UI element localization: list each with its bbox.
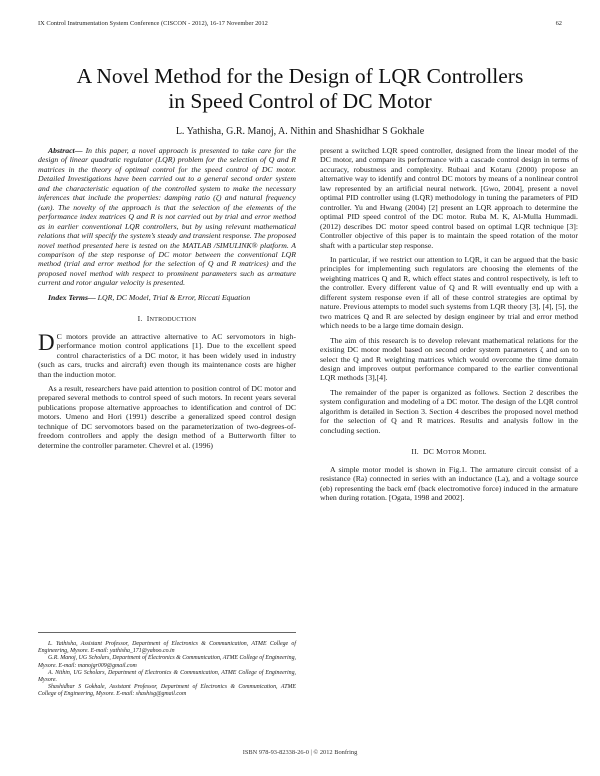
page-footer: ISBN 978-93-82338-26-0 | © 2012 Bonfring xyxy=(242,749,358,756)
body-paragraph-4: The remainder of the paper is organized as follows. Section 2 describes the system configuration and modeling of a DC motor. The design of the LQR control algorithm is detailed in Section 3. Section 4 describes the proposed novel method for the selection of Q and R matrices. Results and analysis follow in the concluding section. xyxy=(320,387,578,435)
section-title-part: M xyxy=(462,447,470,457)
abstract-label: Abstract— xyxy=(48,146,83,155)
paper-title xyxy=(40,64,560,114)
section-title-part: OTOR xyxy=(443,449,463,457)
abstract xyxy=(38,146,296,288)
index-terms-text: LQR, DC Model, Trial & Error, Riccati Equation xyxy=(95,292,251,302)
section-numeral: II. xyxy=(411,447,419,457)
abstract-text: In this paper, a novel approach is presented to take care for the design of linear quadratic regulator (LQR) problem for the selection of Q and R matrices in the theory of optimal control for the speed control of DC motor. Detailed Investigations have been carried out to a general second order system and the characteristic equation of the controlled system to make the necessary inferences that include the properties: damping ratio (ζ) and natural frequency (ωn). The novelty of the approach is that the selection of the elements of the performance index matrices Q and R is not carried out by trial and error method as in earlier conventional LQR controllers, but by using relevant mathematical relations that will specify the system’s steady and transient response. The proposed novel method presented here is tested on the MATLAB /SIMULINK® platform. A comparison of the step response of DC motor between the conventional LQR method (trial and error method for the selection of Q and R matrices) and the proposed novel method with respect to prominent parameters such as armature current and rotor angular velocity is presented. xyxy=(38,146,296,288)
body-paragraph-3: The aim of this research is to develop relevant mathematical relations for the existing DC motor model based on second order system parameters ζ and ωn to select the Q and R weighting matrices which would overcome the time domain design and improves output performance compared to the earlier conventional LQR methods [3],[4]. xyxy=(320,335,578,383)
footnote: G.R. Manoj, UG Scholars, Department of Electronics & Communication, ATME College of Engineering, Mysore. E-mail: manojgr009@gmail.com xyxy=(38,655,296,669)
index-terms xyxy=(38,293,296,302)
left-column xyxy=(38,146,296,455)
index-terms-label: Index Terms— xyxy=(48,292,96,302)
section-title-rest: NTRODUCTION xyxy=(149,316,197,324)
authors: L. Yathisha, G.R. Manoj, A. Nithin and Shashidhar S Gokhale xyxy=(175,126,425,137)
right-column xyxy=(320,146,578,507)
section-title-initial: I xyxy=(146,314,150,324)
footnote: A. Nithin, UG Scholars, Department of Electronics & Communication, ATME College of Engineering, Mysore. xyxy=(38,669,296,684)
body-paragraph-1: present a switched LQR speed controller, designed from the linear model of the DC motor, and compare its performance with a cascade control design in terms of accuracy, robustness and complexity. Rubaai and Kotaru (2000) propose an alternative way to identify and control DC motors by means of a nonlinear control law represented by an artificial neural network. [Gwo, 2004], present a novel optimal PID controller using (LQR) methodology in tuning the parameters of PID controller. Yu and Hwang (2004) [2] present an LQR approach to determine the optimal PID speed control of the DC motor. Ruba M. K, Al-Mulla Hummadi. (2012) describes DC motor speed control based on optimal LQR technique [3]: Controller objective of this paper is to maintain the speed rotation of the motor shaft with a particular step response. xyxy=(320,146,578,250)
intro-paragraph-2: As a result, researchers have paid attention to position control of DC motor and prepared several methods to control speed of such motors. In recent years several publications propose alternative approaches to identification and control of DC motors. Umeno and Hori (1991) describe a generalized speed control design technique of DC servomotors based on the parameterization of two-degrees-of-freedom controllers and apply the design method of a Butterworth filter to determine the controller parameter. Chevrel et al. (1996) xyxy=(38,383,296,450)
section-heading-dc-motor-model xyxy=(320,447,578,457)
section-title-part: ODEL xyxy=(469,449,487,457)
body-paragraph-5: A simple motor model is shown in Fig.1. The armature circuit consist of a resistance (Ra) connected in series with an inductance (La), and a voltage source (eb) representing the back emf (back electromotive force) induced in the armature when during rotation. [Ogata, 1998 and 2002]. xyxy=(320,464,578,502)
footnote: L. Yathisha, Assistant Professor, Department of Electronics & Communication, ATME College of Engineering, Mysore. E-mail: yathisha_171@yahoo.co.in xyxy=(38,641,296,655)
conference-name: IX Control Instrumentation System Conference (CISCON - 2012), 16-17 November 2012 xyxy=(38,20,268,27)
section-heading-introduction xyxy=(38,314,296,324)
paper-title-line-2: in Speed Control of DC Motor xyxy=(168,89,432,113)
author-footnotes xyxy=(38,632,296,699)
section-title-part: DC M xyxy=(423,447,444,457)
page-number: 62 xyxy=(555,20,562,27)
paper-title-line-1: A Novel Method for the Design of LQR Controllers xyxy=(76,64,524,88)
footnote: Shashidhar S Gokhale, Assistant Professor, Department of Electronics & Communication, ATME College of Engineering, Mysore. E-mail: shashisg@gmail.com xyxy=(38,684,296,698)
body-paragraph-2: In particular, if we restrict our attention to LQR, it can be argued that the basic principles for implementing such regulators are choosing the elements of the weighting matrices Q and R, which effect states and control respectively, is left to the controller. Every different value of Q and R will eventually end up with a different system response even if all of these control strategies are optimal by nature. Previous attempts to model such systems from LQR theory [3], [4], [5], the two matrices Q and R are selected by design engineer by trial and error method which needs to be a large time domain design. xyxy=(320,254,578,331)
section-numeral: I. xyxy=(137,314,143,324)
intro-paragraph-1: DC motors provide an attractive alternative to AC servomotors in high-performance motion control applications [1]. Due to the excellent speed control characteristics of a DC motor, it has been widely used in industry (such as cars, trucks and aircraft) even though its maintenance costs are higher than the induction motor. xyxy=(38,329,296,379)
